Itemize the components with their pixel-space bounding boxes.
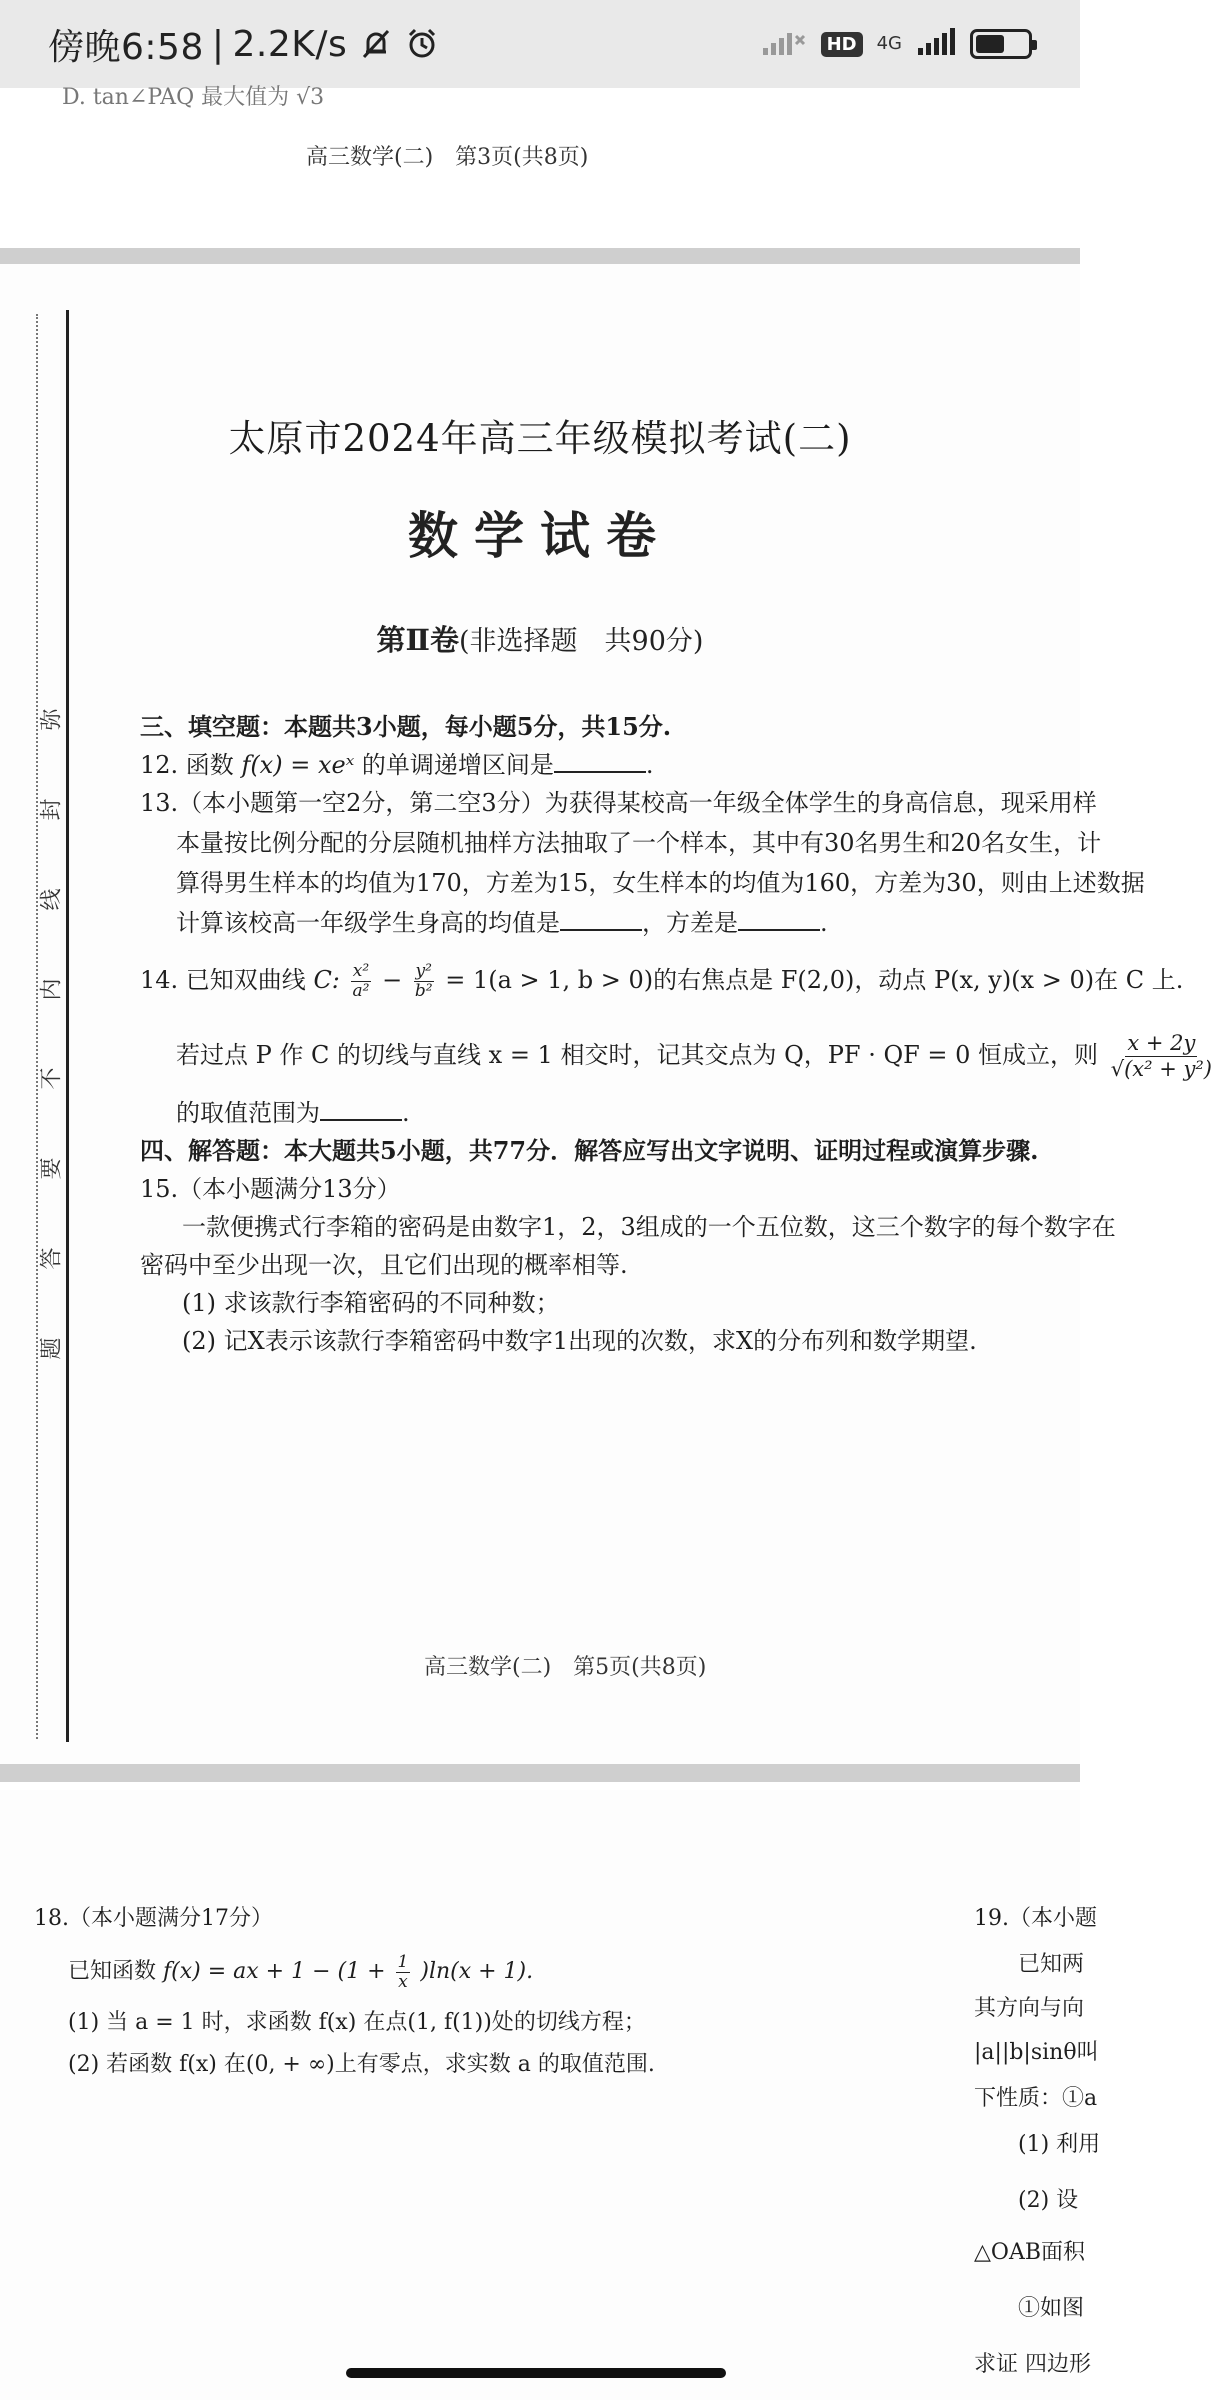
margin-note-char: 内 [39,978,65,1001]
q19-cut-9: ①如图 [1018,2296,1085,2321]
signal-weak-icon [761,28,807,60]
hd-badge: HD [821,32,863,57]
paper-title: 数学试卷 [408,506,672,565]
q13-line-2: 本量按比例分配的分层随机抽样方法抽取了一个样本，其中有30名男生和20名女生，计 [176,829,1102,857]
margin-note-char: 要 [39,1157,65,1180]
q12-suffix: 的单调递增区间是 [361,751,554,779]
q12-end: . [645,751,654,779]
q18-given-tail: )ln(x + 1). [420,1959,534,1984]
page-separator [0,248,1080,264]
q18-heading: 18.（本小题满分17分） [34,1906,273,1931]
q19-cut-4: |a||b|sinθ叫 [974,2040,1099,2065]
q15-heading: 15.（本小题满分13分） [140,1175,401,1203]
page-5-footer: 高三数学(二) 第5页(共8页) [424,1655,707,1680]
mute-bell-icon [359,27,393,61]
battery-tip [1032,40,1037,50]
home-indicator[interactable] [346,2368,726,2378]
q18-fraction [396,1953,411,1992]
q14-frac3-num: x + 2y [1127,1031,1196,1055]
q19-cut-5: 下性质：①a [974,2086,1098,2111]
exam-title: 太原市2024年高三年级模拟考试(二) [228,417,852,460]
battery-icon [970,29,1032,59]
q15-part-1: (1) 求该款行李箱密码的不同种数； [182,1289,560,1317]
q19-cut-7: (2) 设 [1018,2188,1079,2213]
status-network-speed: 2.2K/s [232,23,348,65]
q14-line-2 [176,1022,1217,1088]
q12-func: f(x) = xeˣ [241,751,355,779]
status-left [48,19,439,70]
binding-margin-note [39,704,65,1364]
section-3-heading [140,708,671,746]
status-separator: | [211,23,225,65]
q14-fraction-y [413,962,435,1001]
margin-note-char: 不 [39,1067,65,1090]
q14-frac2-num: y² [415,961,432,981]
margin-note-char: 弥 [39,708,65,731]
q15-body-2: 密码中至少出现一次，且它们出现的概率相等. [140,1251,628,1279]
q14-line-1 [140,952,1183,1008]
page-3-bottom [0,85,1080,248]
q13-line-4 [176,904,828,942]
q19-cut-8: △OAB面积 [974,2240,1086,2265]
status-right [761,28,1032,60]
page-5 [0,264,1212,1764]
q12-answer-blank [554,749,646,773]
section-4-heading-text: 四、解答题：本大题共5小题，共77分．解答应写出文字说明、证明过程或演算步骤. [140,1136,1039,1165]
q19-cut-3: 其方向与向 [974,1996,1085,2021]
q14-prefix: 14. 已知双曲线 [140,966,306,994]
margin-note-char: 题 [39,1337,65,1360]
alarm-clock-icon [405,27,439,61]
q13-line-1: 13.（本小题第一空2分，第二空3分）为获得某校高一年级全体学生的身高信息，现采用样 [140,789,1097,817]
q19-cut-10: 求证 四边形 [974,2352,1091,2377]
cut-off-option-text: D. tan∠PAQ 最大值为 √3 [62,85,325,110]
q18-part-2: (2) 若函数 f(x) 在(0, + ∞)上有零点，求实数 a 的取值范围. [68,2052,655,2077]
cellular-group [877,35,902,53]
q13-mean-prompt: 计算该校高一年级学生身高的均值是 [176,909,560,937]
network-type-label: 4G [876,33,902,54]
status-bar [0,0,1080,88]
q18-part-1: (1) 当 a = 1 时，求函数 f(x) 在点(1, f(1))处的切线方程； [68,2010,646,2035]
q14-line-2-text: 若过点 P 作 C 的切线与直线 x = 1 相交时，记其交点为 Q，PF · QF = 0 恒成立，则 [176,1041,1099,1069]
section-3-heading-text: 三、填空题：本题共3小题，每小题5分，共15分. [140,712,672,741]
q18-given-func: f(x) = ax + 1 − (1 + [163,1959,386,1984]
q14-curve: C: [313,966,340,994]
margin-note-char: 线 [39,888,65,911]
margin-note-char: 答 [39,1247,65,1270]
q14-line-3 [176,1094,410,1132]
q14-frac1-num: x² [352,961,370,981]
part-title [0,618,1080,659]
page-3-footer: 高三数学(二) 第3页(共8页) [306,145,589,170]
question-12 [140,746,654,784]
q13-end: . [820,909,828,937]
q13-variance-prompt: ，方差是 [642,909,738,937]
battery-fill [976,35,1004,53]
q19-cut-2: 已知两 [1018,1952,1085,1977]
margin-note-char: 封 [39,798,65,821]
page-separator-2 [0,1764,1080,1782]
q14-answer-blank [320,1097,402,1121]
q14-end: . [402,1099,410,1127]
signal-full-icon [916,28,956,60]
q14-condition: = 1(a > 1, b > 0)的右焦点是 F(2,0)，动点 P(x, y)(x > 0)在 C 上. [445,966,1184,994]
q14-range-prompt: 的取值范围为 [176,1099,320,1127]
q19-cut-6: (1) 利用 [1018,2132,1101,2157]
q14-frac1-den: a² [352,981,370,1001]
q15-part-2: (2) 记X表示该款行李箱密码中数字1出现的次数，求X的分布列和数学期望. [182,1327,977,1355]
q14-fraction-x [351,962,372,1001]
q18-frac-den: x [398,1971,408,1992]
q13-line-3: 算得男生样本的均值为170，方差为15，女生样本的均值为160，方差为30，则由上述数据 [176,869,1145,897]
status-time: 傍晚6:58 [48,26,204,68]
q19-cut-1: 19.（本小题 [974,1906,1097,1931]
part-title-rest: (非选择题 共90分) [459,626,704,657]
q13-mean-blank [560,907,642,931]
q14-frac3-den: √(x² + y²) [1110,1057,1212,1081]
q15-body-1: 一款便携式行李箱的密码是由数字1，2，3组成的一个五位数，这三个数字的每个数字在 [182,1213,1116,1241]
page-7-partial [0,1790,1101,2400]
q18-given [68,1944,533,2000]
q18-given-prefix: 已知函数 [68,1959,157,1984]
q13-variance-blank [738,907,820,931]
q14-ratio-fraction [1109,1031,1214,1082]
q14-frac2-den: b² [414,981,433,1001]
part-title-bold: 第Ⅱ卷 [376,623,459,657]
q14-minus: − [382,966,403,994]
q18-frac-num: 1 [397,1951,409,1972]
q12-prefix: 12. 函数 [140,751,234,779]
section-4-heading [140,1132,1038,1170]
